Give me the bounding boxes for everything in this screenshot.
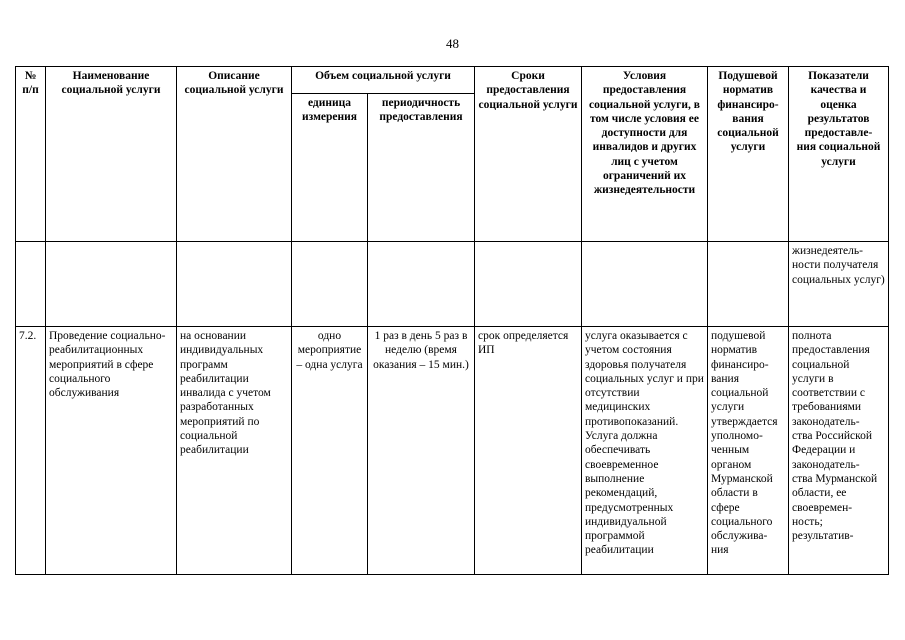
cell-empty (292, 242, 368, 327)
cell-empty (16, 242, 46, 327)
cell-name: Проведение социально-реабилитационных мероприятий в сфере социального обслуживания (46, 327, 177, 575)
table-row (16, 327, 889, 575)
cell-empty (475, 242, 582, 327)
cell-terms: срок определяется ИП (475, 327, 582, 575)
header-indicators: Показатели качества и оценка результатов предоставле- ния социальной услуги (789, 67, 889, 242)
header-name: Наименование социальной услуги (46, 67, 177, 242)
cell-periodicity: 1 раз в день 5 раз в неделю (время оказания – 15 мин.) (368, 327, 475, 575)
header-description: Описание социальной услуги (177, 67, 292, 242)
cell-indicators-continued: жизнедеятель- ности получателя социальных услуг) (789, 242, 889, 327)
header-normative: Подушевой норматив финансиро- вания социальной услуги (708, 67, 789, 242)
table-row (16, 242, 889, 327)
cell-unit: одно мероприятие – одна услуга (292, 327, 368, 575)
cell-empty (177, 242, 292, 327)
header-unit: единица измерения (292, 94, 368, 242)
cell-empty (46, 242, 177, 327)
cell-empty (708, 242, 789, 327)
social-services-table (15, 66, 889, 575)
cell-empty (582, 242, 708, 327)
header-periodicity: периодичность предоставления (368, 94, 475, 242)
header-terms: Сроки предоставления социальной услуги (475, 67, 582, 242)
cell-description: на основании индивидуальных программ реабилитации инвалида с учетом разработанных мероприятий по социальной реабилитации (177, 327, 292, 575)
cell-normative: подушевой норматив финансиро- вания социальной услуги утверждается уполномо- ченным органом Мурманской области в сфере социального обслужива- ния (708, 327, 789, 575)
header-volume: Объем социальной услуги (292, 67, 475, 94)
header-num: № п/п (16, 67, 46, 242)
page-number: 48 (446, 36, 459, 51)
cell-empty (368, 242, 475, 327)
cell-conditions: услуга оказывается с учетом состояния здоровья получателя социальных услуг и при отсутствии медицинских противопоказаний. Услуга должна обеспечивать своевременное выполнение рекомендаций, предусмотренных индивидуальной программой реабилитации (582, 327, 708, 575)
cell-num: 7.2. (16, 327, 46, 575)
header-conditions: Условия предоставления социальной услуги, в том числе условия ее доступности для инвалидов и других лиц с учетом ограничений их жизнедеятельности (582, 67, 708, 242)
cell-indicators: полнота предоставления социальной услуги в соответствии с требованиями законодатель- ства Российской Федерации и законодатель- ства Мурманской области, ее своевремен- ность; результатив- (789, 327, 889, 575)
